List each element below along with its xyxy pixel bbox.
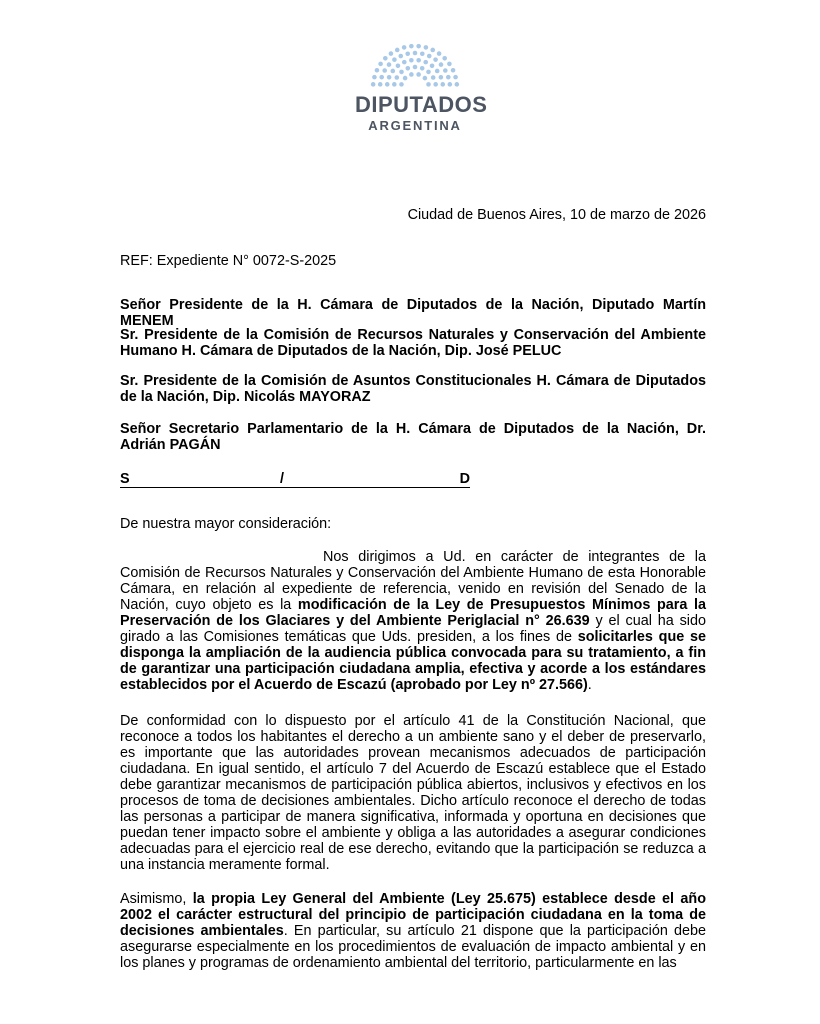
dome-dot (433, 57, 438, 62)
dome-dot (413, 51, 418, 56)
dome-dot (399, 70, 404, 75)
dome-dot (447, 62, 452, 67)
sd-slash: / (280, 471, 284, 487)
dome-dot (426, 70, 431, 75)
dome-dot (440, 82, 445, 87)
dome-dot (455, 82, 460, 87)
dome-dot (416, 44, 421, 48)
dome-dot (387, 75, 392, 80)
dome-dot (431, 75, 436, 80)
dome-dot (403, 76, 408, 81)
dome-dot (446, 75, 451, 80)
diputados-logo (355, 44, 488, 136)
sd-line (120, 471, 470, 488)
dome-dot (395, 75, 400, 80)
dome-dot (437, 51, 442, 56)
dome-dot (372, 75, 377, 80)
dome-dot (405, 51, 410, 56)
dome-dot (382, 68, 387, 73)
dome-dot (409, 44, 414, 48)
dome-dot (371, 82, 376, 87)
sd-s: S (120, 471, 130, 487)
dome-dot (420, 66, 425, 71)
dome-dot (433, 82, 438, 87)
dome-dot (402, 45, 407, 50)
addressee-3: Sr. Presidente de la Comisión de Asuntos Constitucionales H. Cámara de Diputados de la Nación, Dip. Nicolás MAYORAZ (120, 373, 706, 405)
sd-d: D (459, 471, 470, 487)
reference-line: REF: Expediente N° 0072-S-2025 (120, 253, 337, 269)
greeting: De nuestra mayor consideración: (120, 516, 332, 532)
dome-dot (387, 62, 392, 67)
dome-dot (430, 63, 435, 68)
dome-dot (443, 68, 448, 73)
dome-dot (451, 68, 456, 73)
dome-dot (424, 45, 429, 50)
dome-dot (423, 76, 428, 81)
dome-dot (392, 57, 397, 62)
dome-dot (378, 62, 383, 67)
logo-title: DIPUTADOS (355, 92, 488, 117)
dome-dot (413, 65, 418, 70)
dome-dot (426, 82, 431, 87)
dome-dot (375, 68, 380, 73)
paragraph-1: Nos dirigimos a Ud. en carácter de integrantes de la Comisión de Recursos Naturales y Conservación del Ambiente Humano de esta Honorable Cámara, en relación al expediente de referencia, venido en revisión del Senado de la Nación, cuyo objeto es la modificación de la Ley de Presupuestos Mínimos para la Preservación de los Glaciares y del Ambiente Periglacial n° 26.639 y el cual ha sido girado a las Comisiones temáticas que Uds. presiden, a los fines de solicitarles que se disponga la ampliación de la audiencia pública convocada para su tratamiento, a fin de garantizar una participación ciudadana amplia, efectiva y acorde a los estándares establecidos por el Acuerdo de Escazú (aprobado por Ley nº 27.566). (120, 549, 706, 693)
dome-dot (439, 75, 444, 80)
date-line: Ciudad de Buenos Aires, 10 de marzo de 2026 (407, 207, 706, 223)
dome-dot (448, 82, 453, 87)
dome-dot (430, 48, 435, 53)
dome-dot (427, 54, 432, 59)
dome-dot (439, 62, 444, 67)
dome-dot (453, 75, 458, 80)
dome-dot (409, 58, 414, 63)
dome-dot (399, 82, 404, 87)
dome-dot (395, 48, 400, 53)
dome-dot (390, 69, 395, 74)
paragraph-3: Asimismo, la propia Ley General del Ambiente (Ley 25.675) establece desde el año 2002 el carácter estructural del principio de participación ciudadana en la toma de decisiones ambientales. En particular, su artículo 21 dispone que la participación debe asegurarse especialmente en los procedimientos de evaluación de impacto ambiental y en los planes y programas de ordenamiento ambiental del territorio, particularmente en las (120, 891, 706, 971)
paragraph-2: De conformidad con lo dispuesto por el artículo 41 de la Constitución Nacional, que reconoce a todos los habitantes el derecho a un ambiente sano y el deber de preservarlo, es importante que las autoridades provean mecanismos adecuados de participación ciudadana. En igual sentido, el artículo 7 del Acuerdo de Escazú establece que el Estado debe garantizar mecanismos de participación pública abiertos, inclusivos y efectivos en los procesos de toma de decisiones ambientales. Dicho artículo reconoce el derecho de todas las personas a participar de manera significativa, informada y oportuna en decisiones que puedan tener impacto sobre el ambiente y obliga a las autoridades a asegurar condiciones adecuadas para el ejercicio real de ese derecho, evitando que la participación se reduzca a una instancia meramente formal. (120, 713, 706, 873)
dome-dot (416, 72, 421, 77)
dome-dot (389, 51, 394, 56)
addressee-1: Señor Presidente de la H. Cámara de Diputados de la Nación, Diputado Martín MENEM (120, 297, 706, 329)
dome-dot (392, 82, 397, 87)
dome-dot (383, 56, 388, 61)
dome-dot (402, 60, 407, 65)
dome-dot (420, 51, 425, 56)
addressee-2: Sr. Presidente de la Comisión de Recursos Naturales y Conservación del Ambiente Humano H. Cámara de Diputados de la Nación, Dip. José PELUC (120, 327, 706, 359)
dome-dot (416, 58, 421, 63)
dome-dot (379, 75, 384, 80)
congress-dome-icon (367, 44, 463, 90)
dome-dot (423, 60, 428, 65)
dome-dot (396, 63, 401, 68)
dome-dot (442, 56, 447, 61)
dome-dot (378, 82, 383, 87)
dome-dot (398, 54, 403, 59)
dome-dot (435, 69, 440, 74)
logo-subtitle: ARGENTINA (368, 118, 462, 133)
addressee-4: Señor Secretario Parlamentario de la H. Cámara de Diputados de la Nación, Dr. Adrián PAGÁN (120, 421, 706, 453)
dome-dot (385, 82, 390, 87)
dome-dot (406, 66, 411, 71)
dome-dot (409, 72, 414, 77)
